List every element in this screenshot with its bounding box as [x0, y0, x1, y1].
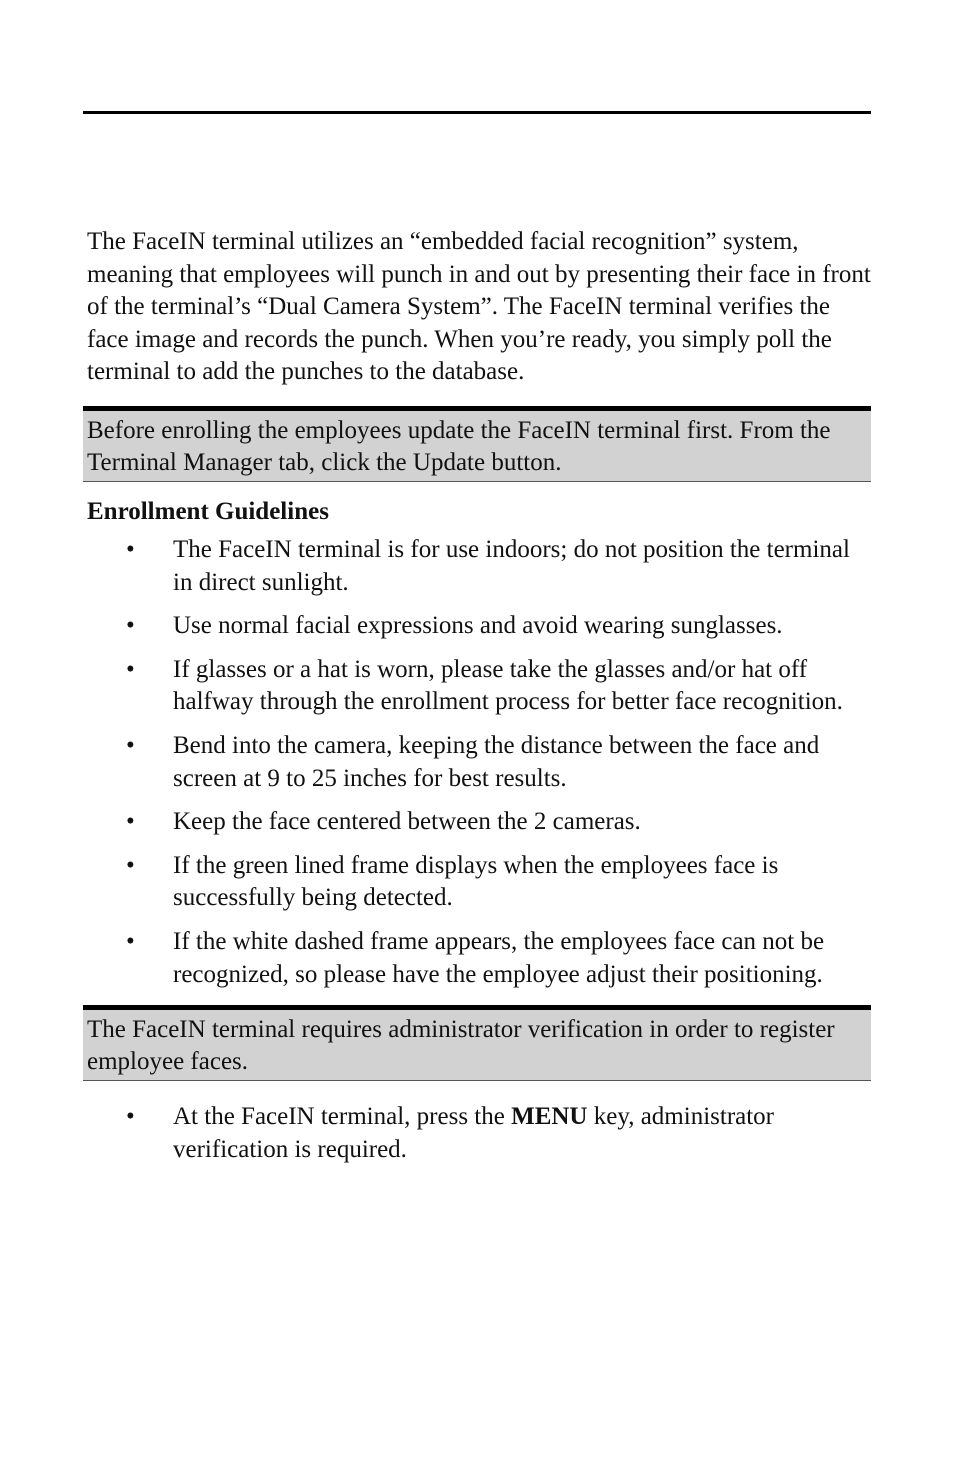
header-rule	[83, 111, 871, 114]
list-item-text: If glasses or a hat is worn, please take the glasses and/or hat off halfway through the enrollment process for better face recognition.	[173, 655, 843, 716]
list-item	[83, 926, 871, 991]
list-item-text: Use normal facial expressions and avoid wearing sunglasses.	[173, 612, 783, 640]
list-item-text: If the white dashed frame appears, the employees face can not be recognized, so please have the employee adjust their positioning.	[173, 927, 825, 988]
bullet-icon: •	[126, 808, 135, 836]
bullet-icon: •	[126, 655, 135, 683]
final-step-text-after: key, administrator verification is required.	[173, 1103, 775, 1163]
page-content	[83, 226, 871, 1177]
note-box-admin-verification: The FaceIN terminal requires administrator verification in order to register employee faces.	[83, 1005, 871, 1081]
final-step-text-before: At the FaceIN terminal, press the	[173, 1103, 512, 1131]
list-item	[83, 806, 871, 839]
intro-paragraph: The FaceIN terminal utilizes an “embedded facial recognition” system, meaning that employees will punch in and out by presenting their face in front of the terminal’s “Dual Camera System”. The FaceIN terminal verifies the face image and records the punch. When you’re ready, you simply poll the terminal to add the punches to the database.	[87, 228, 871, 386]
list-item-text: Bend into the camera, keeping the distance between the face and screen at 9 to 25 inches for best results.	[173, 731, 820, 792]
enrollment-guidelines-list	[83, 534, 871, 991]
list-item	[83, 654, 871, 719]
bullet-icon: •	[126, 1103, 135, 1131]
list-item	[83, 850, 871, 915]
section-heading-enrollment-guidelines: Enrollment Guidelines	[87, 497, 329, 525]
list-item	[83, 534, 871, 599]
list-item	[83, 1101, 871, 1166]
final-step-list	[83, 1101, 871, 1166]
bullet-icon: •	[126, 851, 135, 879]
list-item-text: The FaceIN terminal is for use indoors; do not position the terminal in direct sunlight.	[173, 535, 850, 596]
list-item	[83, 730, 871, 795]
bullet-icon: •	[126, 535, 135, 563]
list-item-text: Keep the face centered between the 2 cameras.	[173, 808, 641, 836]
bullet-icon: •	[126, 927, 135, 955]
note-box-update: Before enrolling the employees update the FaceIN terminal first. From the Terminal Manager tab, click the Update button.	[83, 406, 871, 482]
bullet-icon: •	[126, 731, 135, 759]
list-item	[83, 610, 871, 643]
bullet-icon: •	[126, 612, 135, 640]
list-item-text: If the green lined frame displays when the employees face is successfully being detected.	[173, 851, 779, 912]
menu-key-label: MENU	[511, 1103, 588, 1131]
